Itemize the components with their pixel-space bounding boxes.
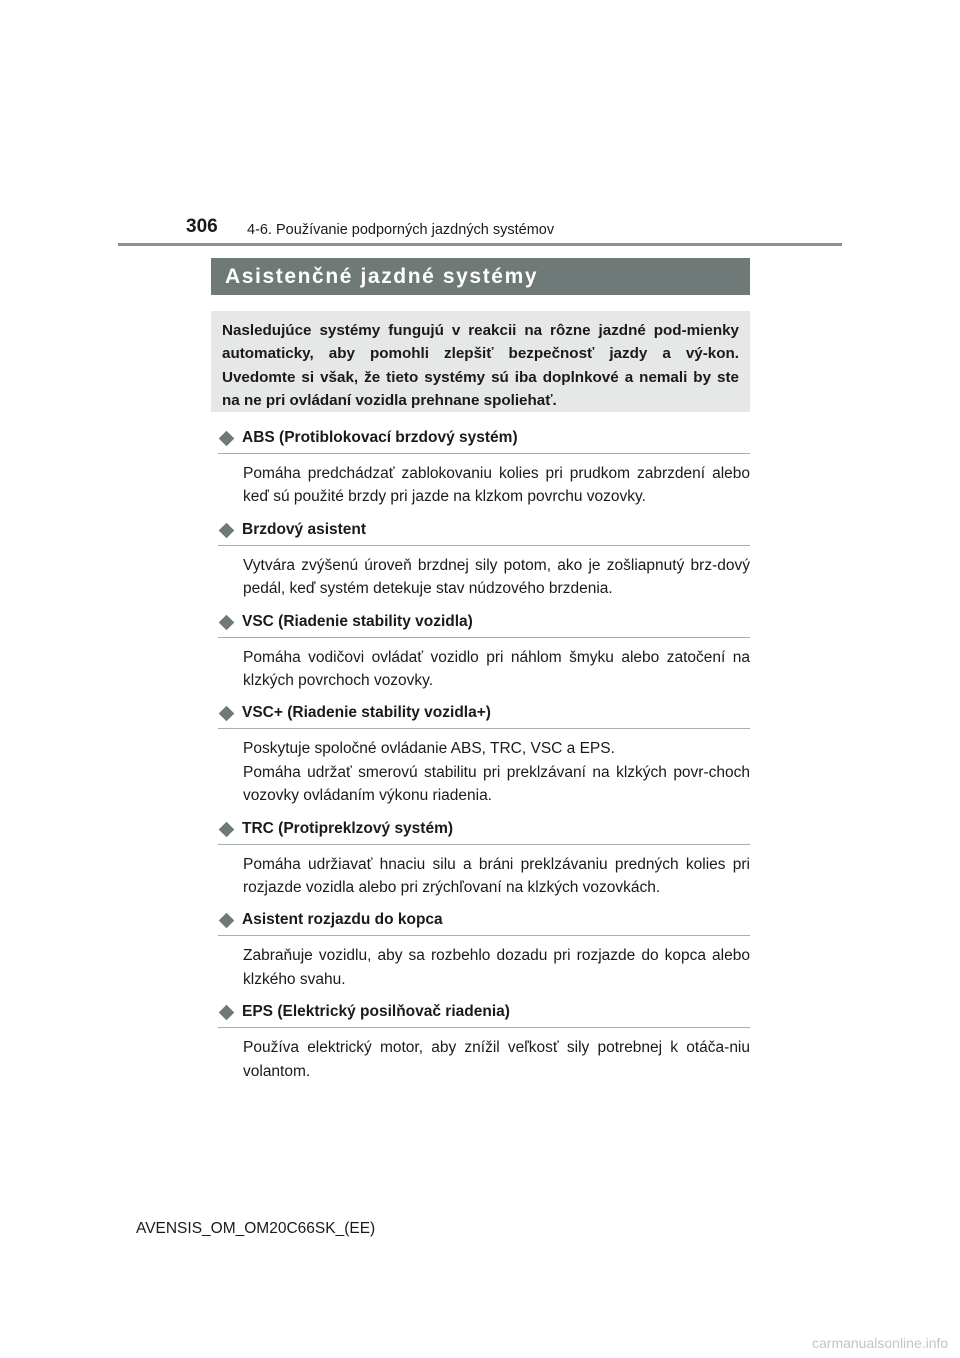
item-title: VSC+ (Riadenie stability vozidla+) (242, 704, 491, 722)
system-list (218, 426, 750, 1092)
item-heading (218, 610, 750, 638)
diamond-bullet-icon (219, 431, 235, 447)
item-description (243, 554, 750, 601)
item-text: Používa elektrický motor, aby znížil veľkosť sily potrebnej k otáča-niu volantom. (243, 1039, 750, 1080)
intro-box (211, 311, 750, 412)
diamond-bullet-icon (219, 614, 235, 630)
item-text: Poskytuje spoločné ovládanie ABS, TRC, VSC a EPS. (243, 740, 615, 758)
system-item-vsc-plus (218, 701, 750, 807)
item-description (243, 646, 750, 693)
item-heading (218, 518, 750, 546)
diamond-bullet-icon (219, 523, 235, 539)
item-heading (218, 1000, 750, 1028)
system-item-brake-assist (218, 518, 750, 601)
item-title: VSC (Riadenie stability vozidla) (242, 612, 473, 630)
item-title: TRC (Protipreklzový systém) (242, 819, 454, 837)
section-reference: 4-6. Používanie podporných jazdných systémov (247, 222, 555, 238)
system-item-hill-start-assist (218, 908, 750, 991)
item-text: Zabraňuje vozidlu, aby sa rozbehlo dozadu pri rozjazde do kopca alebo klzkého svahu. (243, 947, 750, 988)
title-bar (211, 258, 750, 295)
item-description (243, 944, 750, 991)
system-item-abs (218, 426, 750, 509)
item-description (243, 1036, 750, 1083)
system-item-trc (218, 817, 750, 900)
item-title: EPS (Elektrický posilňovač riadenia) (242, 1003, 510, 1021)
page-title: Asistenčné jazdné systémy (225, 265, 539, 288)
item-heading (218, 817, 750, 845)
system-item-eps (218, 1000, 750, 1083)
item-heading (218, 426, 750, 454)
item-heading (218, 908, 750, 936)
item-description (243, 462, 750, 509)
system-item-vsc (218, 610, 750, 693)
intro-text: Nasledujúce systémy fungujú v reakcii na rôzne jazdné pod-mienky automaticky, aby pomohli zlepšiť bezpečnosť jazdy a vý-kon. Uvedomte si však, že tieto systémy sú iba doplnkové a nemali by ste na ne pri ovládaní vozidla prehnane spoliehať. (222, 322, 739, 410)
item-title: Brzdový asistent (242, 520, 367, 538)
page-number: 306 (186, 216, 218, 237)
watermark: carmanualsonline.info (812, 1335, 949, 1351)
item-description (243, 853, 750, 900)
item-title: Asistent rozjazdu do kopca (242, 911, 443, 929)
item-title: ABS (Protiblokovací brzdový systém) (242, 429, 518, 446)
header-divider (118, 243, 842, 246)
diamond-bullet-icon (219, 1005, 235, 1021)
item-description (243, 737, 750, 807)
document-code: AVENSIS_OM_OM20C66SK_(EE) (136, 1220, 376, 1237)
item-text: Pomáha udržať smerovú stabilitu pri preklzávaní na klzkých povr-choch vozovky ovládaním výkonu riadenia. (243, 763, 750, 805)
item-text: Vytvára zvýšenú úroveň brzdnej sily potom, ako je zošliapnutý brz-dový pedál, keď systém detekuje stav núdzového brzdenia. (243, 556, 750, 598)
item-heading (218, 701, 750, 729)
item-text: Pomáha vodičovi ovládať vozidlo pri náhlom šmyku alebo zatočení na klzkých povrchoch vozovky. (243, 648, 750, 690)
item-text: Pomáha predchádzať zablokovaniu kolies pri prudkom zabrzdení alebo keď sú použité brzdy pri jazde na klzkom povrchu vozovky. (243, 465, 750, 506)
diamond-bullet-icon (219, 821, 235, 837)
item-text: Pomáha udržiavať hnaciu silu a bráni preklzávaniu predných kolies pri rozjazde vozidla alebo pri zrýchľovaní na klzkých vozovkách. (243, 855, 750, 897)
diamond-bullet-icon (219, 913, 235, 929)
diamond-bullet-icon (219, 706, 235, 722)
